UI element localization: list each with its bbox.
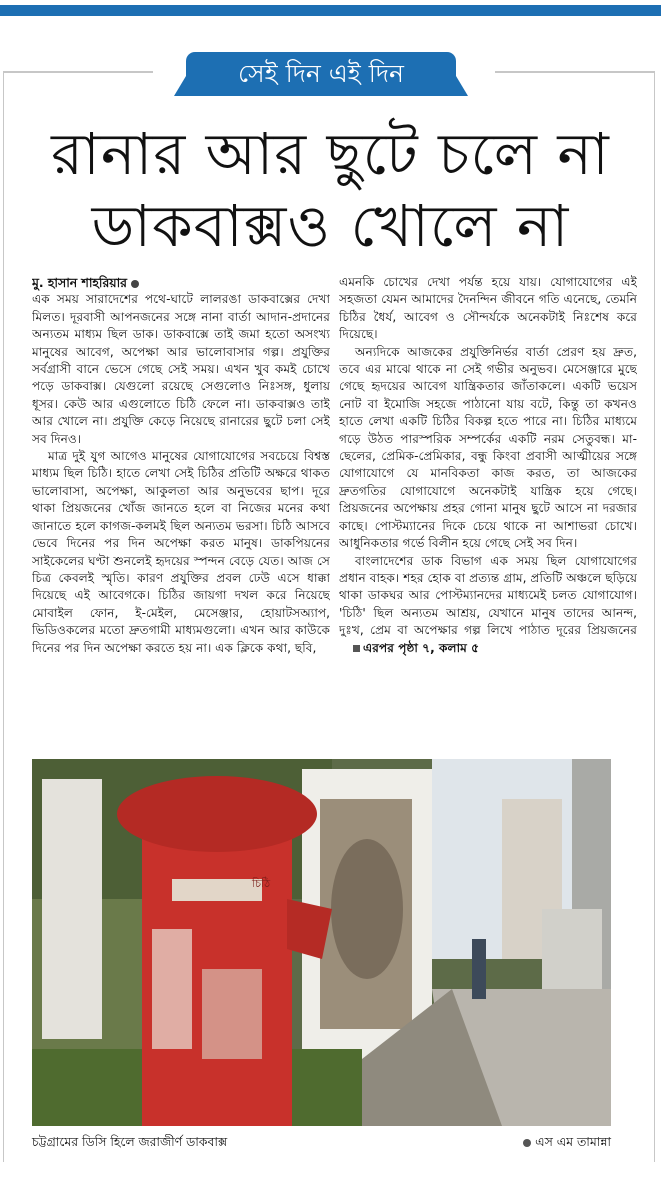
square-bullet-icon	[353, 645, 360, 652]
photo-credit-name: এস এম তামান্না	[535, 1134, 611, 1149]
author-name: মু. হাসান শাহরিয়ার	[32, 275, 127, 290]
article-paragraph-last	[339, 553, 637, 657]
frame-top-rule-right	[495, 71, 655, 73]
section-tab	[186, 52, 456, 96]
article-paragraph: মাত্র দুই যুগ আগেও মানুষের যোগাযোগের সবচেয়ে বিশ্বস্ত মাধ্যম ছিল চিঠি। হাতে লেখা সেই চিঠির প্রতিটি অক্ষরে থাকত ভালোবাসা, অপেক্ষা, আকুলতা আর অনুভবের ছাপ। দূরে থাকা প্রিয়জনের খোঁজ জানতে হলে বা নিজের মনের কথা জানাতে হলে কাগজ-কলমই ছিল অন্যতম ভরসা। চিঠি আসবে ভেবে দিনের পর দিন অপেক্ষা করত মানুষ। ডাকপিয়নের সাইকেলের ঘণ্টা শুনলেই হৃদয়ের স্পন্দন বেড়ে যেত। আজ সে চিত্র কেবলই স্মৃতি। কারণ প্রযুক্তির প্রবল ঢেউ এসে ধাক্কা দিয়েছে এই আবেগকে। চিঠির জায়গা দখল করে নিয়েছে মোবাইল ফোন, ই-মেইল, মেসেঞ্জার, হোয়াটসঅ্যাপ, ভিডিওকলের মতো দ্রুতগামী মাধ্যমগুলো। এখন আর কাউকে দিনের পর দিন অপেক্ষা করতে হয় না। এক ক্লিকে কথা, ছবি,	[32, 449, 330, 655]
article-paragraph-text: বাংলাদেশের ডাক বিভাগ এক সময় ছিল যোগাযোগের প্রধান বাহক। শহর হোক বা প্রত্যন্ত গ্রাম, প্রতিটি অঞ্চলে ছড়িয়ে থাকা ডাকঘর আর পোস্টম্যানদের মাধ্যমেই চলত যোগাযোগ। 'চিঠি' ছিল অন্যতম আশ্রয়, যেখানে মানুষ তাদের আনন্দ, দুঃখ, প্রেম বা অপেক্ষার গল্প লিখে পাঠাত দূরের প্রিয়জনের	[339, 553, 637, 638]
article-paragraph: এমনকি চোখের দেখা পর্যন্ত হয়ে যায়। যোগাযোগের এই সহজতা যেমন আমাদের দৈনন্দিন জীবনে গতি এনেছে, তেমনি চিঠির ধৈর্য, আবেগ ও সৌন্দর্যকে অনেকটাই নিঃশেষ করে দিয়েছে।	[339, 275, 637, 342]
article-column-2	[339, 274, 637, 750]
photo-credit	[523, 1134, 611, 1150]
article-photo	[32, 759, 611, 1126]
section-label: সেই দিন এই দিন	[238, 59, 404, 88]
headline-line-2: ডাকবাক্সও খোলে না	[91, 192, 570, 260]
continued-on-link[interactable]	[339, 641, 479, 655]
article-column-1	[32, 274, 330, 750]
continued-on-label: এরপর পৃষ্ঠা ৭, কলাম ৫	[363, 640, 480, 655]
headline	[20, 118, 641, 262]
bullet-dot-icon	[523, 1139, 531, 1147]
postbox-photo-illustration	[32, 759, 611, 1126]
postbox-label: চিঠি	[252, 877, 271, 890]
article-body	[32, 274, 637, 750]
photo-caption: চট্টগ্রামের ডিসি হিলে জরাজীর্ণ ডাকবাক্স	[32, 1134, 228, 1149]
bullet-dot-icon	[131, 280, 139, 288]
article-paragraph: অন্যদিকে আজকের প্রযুক্তিনির্ভর বার্তা প্রেরণ হয় দ্রুত, তবে এর মাঝে থাকে না সেই গভীর অনুভব। মেসেঞ্জারে মুছে গেছে হৃদয়ের আবেগ যান্ত্রিকতার জাঁতাকলে। একটি ভয়েস নোট বা ইমোজি সহজে পাঠানো যায় বটে, কিন্তু তা কখনও হাতে লেখা একটি চিঠির বিকল্প হতে পারে না। চিঠির মাধ্যমে গড়ে উঠত পারস্পরিক সম্পর্কের একটি নরম সেতুবন্ধ। মা-ছেলের, প্রেমিক-প্রেমিকার, বন্ধু কিংবা প্রবাসী আত্মীয়ের সঙ্গে যোগাযোগে যে মানবিকতা কাজ করত, তা আজকের দ্রুতগতির যোগাযোগে অনেকটাই যান্ত্রিক হয়ে গেছে। প্রিয়জনের অপেক্ষায় প্রহর গোনা মানুষ ছুটে আসে না দরজার কাছে। পোস্টম্যানের দিকে চেয়ে থাকে না আশাভরা চোখে। আধুনিকতার গর্ভে বিলীন হয়ে গেছে সেই সব দিন।	[339, 344, 637, 551]
top-accent-bar	[0, 5, 661, 16]
byline	[32, 274, 330, 291]
frame-top-rule-left	[3, 71, 153, 73]
headline-line-1: রানার আর ছুটে চলে না	[51, 120, 610, 188]
article-paragraph: এক সময় সারাদেশের পথে-ঘাটে লালরঙা ডাকবাক্সের দেখা মিলত। দূরবাসী আপনজনের সঙ্গে নানা বার্তা আদান-প্রদানের অন্যতম মাধ্যম ছিল ডাক। ডাকবাক্সে তাই জমা হতো অসংখ্য মানুষের আবেগ, অপেক্ষা আর ভালোবাসার গল্প। প্রযুক্তির সর্বগ্রাসী বানে ভেসে গেছে সেই সময়। এখন খুব কমই চোখে পড়ে ডাকবাক্স। যেগুলো রয়েছে সেগুলোও নিঃসঙ্গ, ধুলায় ধূসর। কেউ আর এগুলোতে চিঠি ফেলে না। ডাকবাক্সও তাই আর খোলে না। প্রযুক্তি কেড়ে নিয়েছে রানারের ছুটে চলা সেই সব দিনও।	[32, 292, 330, 446]
